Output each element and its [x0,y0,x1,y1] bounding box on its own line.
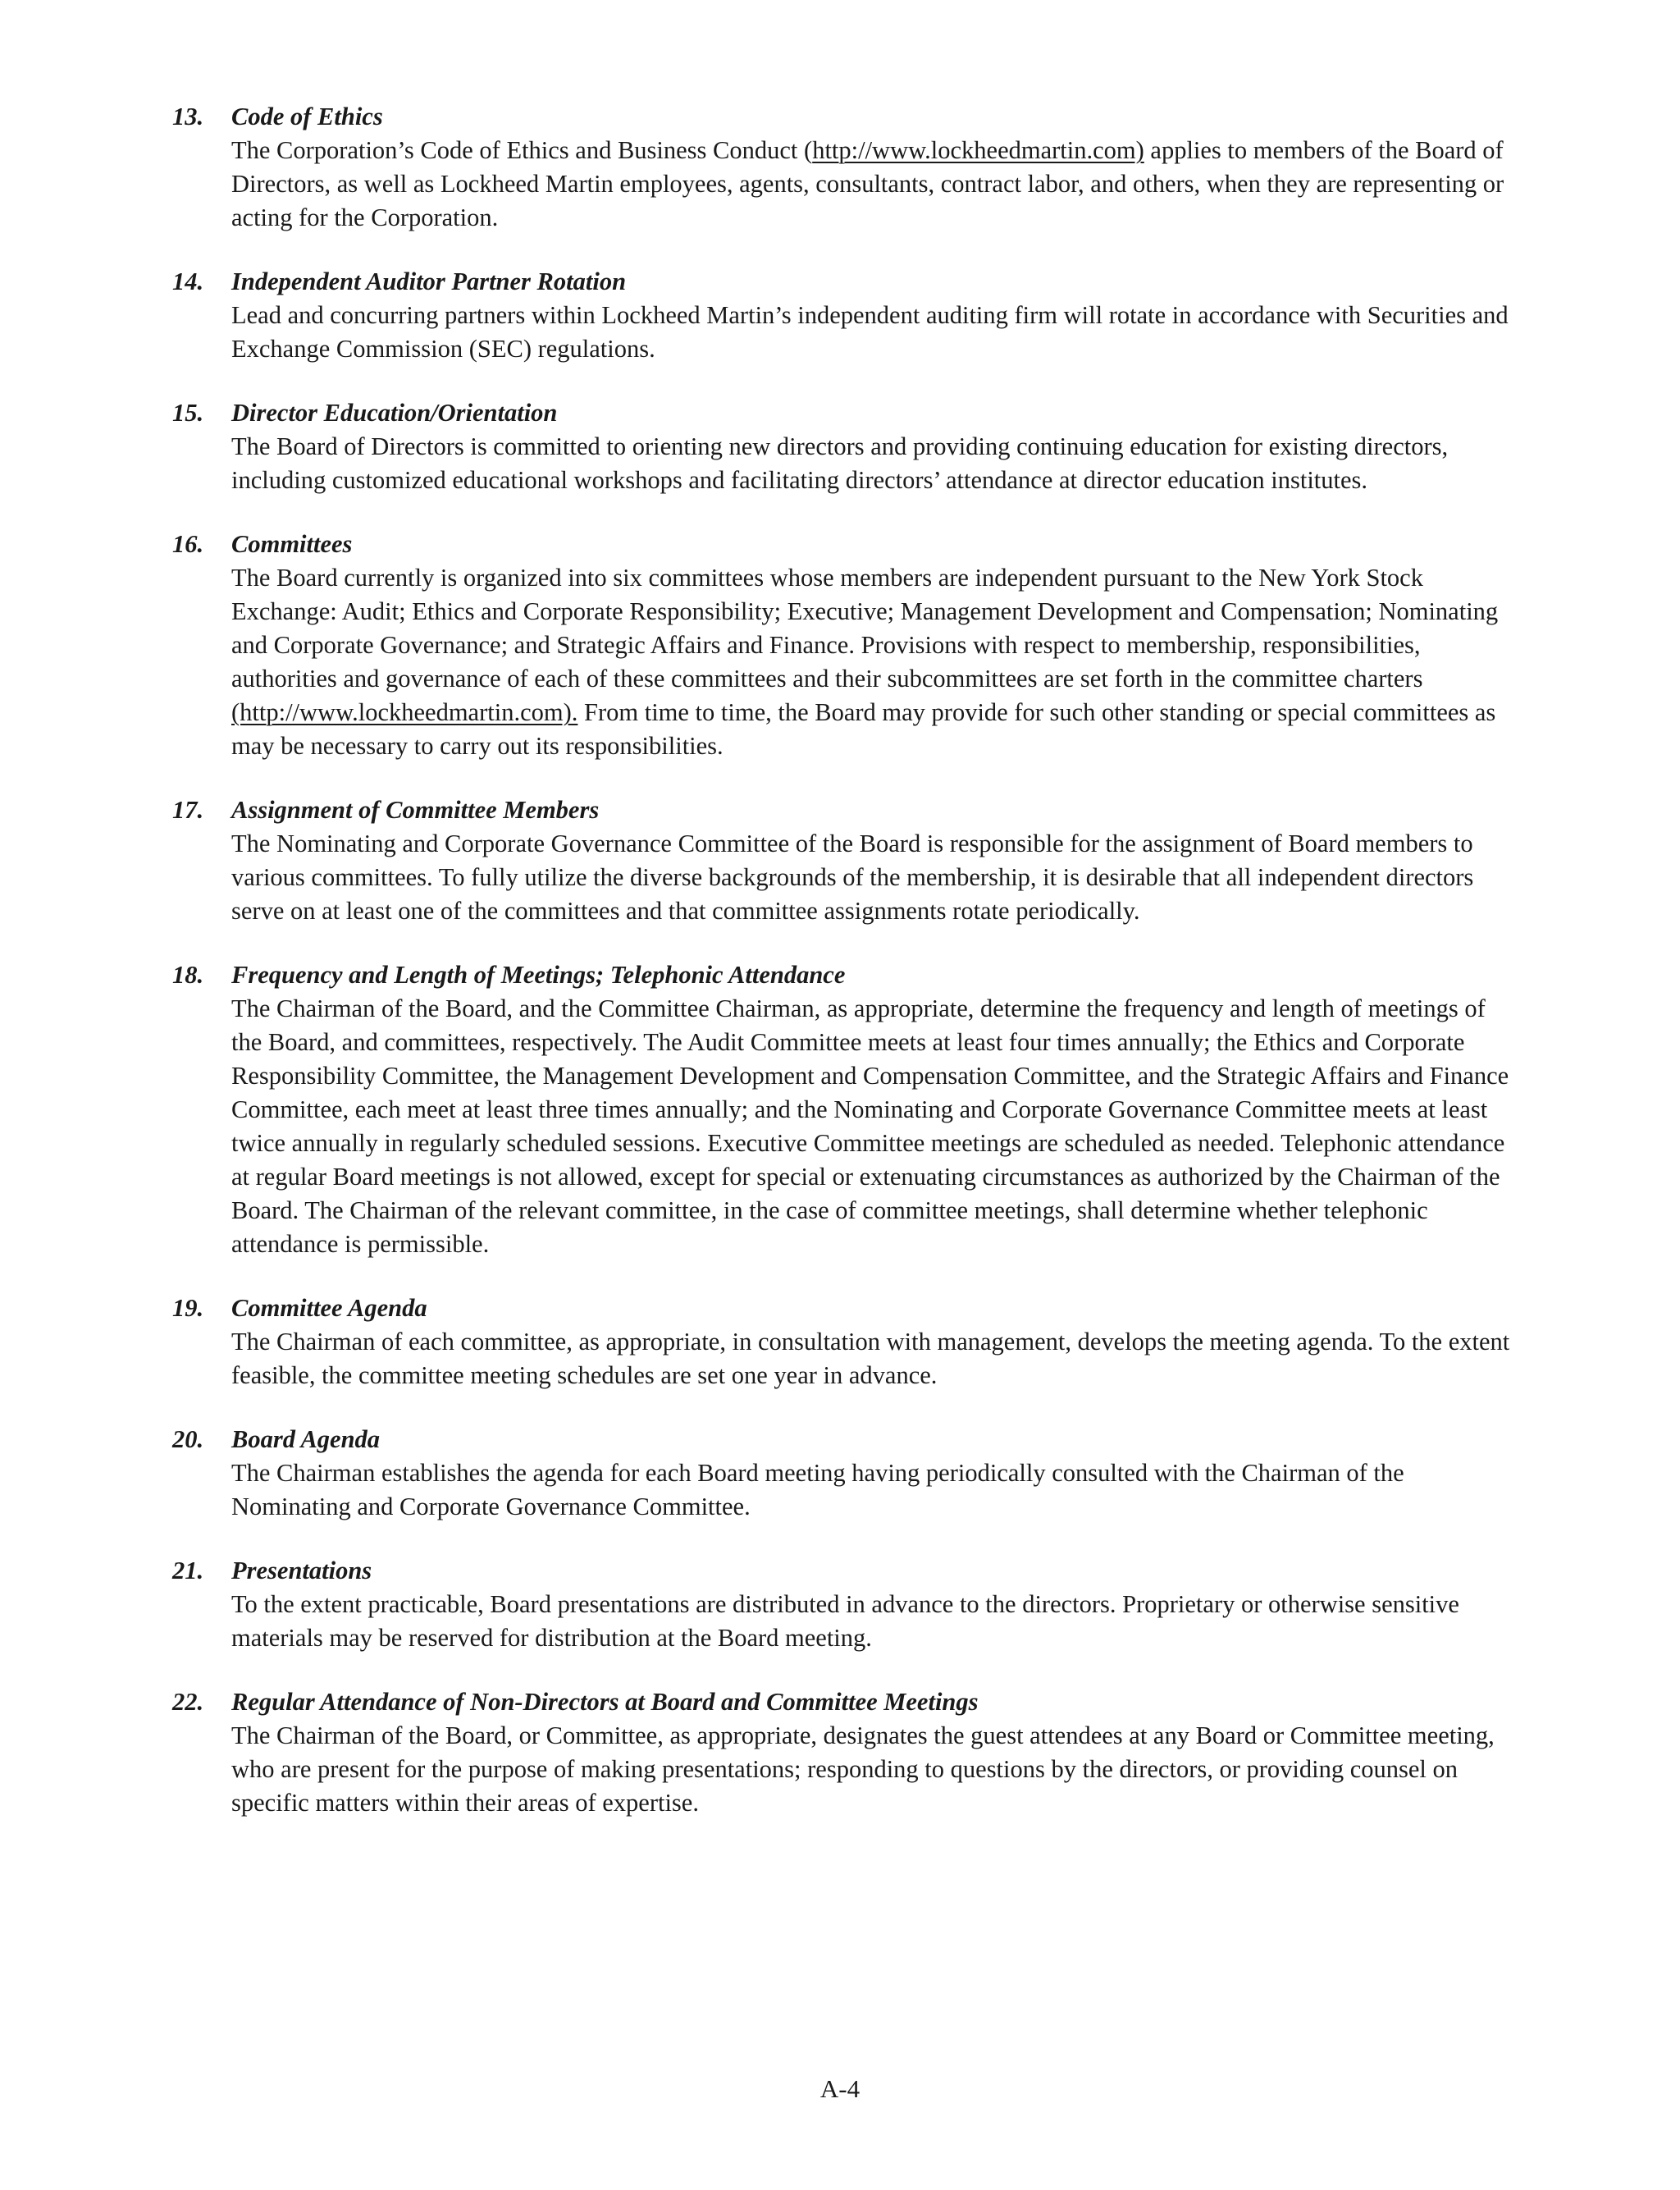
section-body [231,134,1518,235]
section-committee-agenda [172,1292,1518,1392]
section-presentations [172,1554,1518,1655]
section-code-of-ethics [172,100,1518,235]
section-number: 19. [172,1294,204,1322]
section-number: 21. [172,1557,204,1584]
section-body: The Chairman of the Board, and the Committee Chairman, as appropriate, determine the frequency and length of meetings of the Board, and committees, respectively. The Audit Committee meets at least four times annually; the Ethics and Corporate Responsibility Committee, the Management Development and Compensation Committee, and the Strategic Affairs and Finance Committee, each meet at least three times annually; and the Nominating and Corporate Governance Committee meets at least twice annually in regularly scheduled sessions. Executive Committee meetings are scheduled as needed. Telephonic attendance at regular Board meetings is not allowed, except for special or extenuating circumstances as authorized by the Chairman of the Board. The Chairman of the relevant committee, in the case of committee meetings, shall determine whether telephonic attendance is permissible. [231,994,1509,1258]
section-body-text: applies to members of the Board of Directors, as well as Lockheed Martin employees, agents, consultants, contract labor, and others, when they are representing or acting for the Corporation. [231,136,1504,231]
section-title: Board Agenda [231,1425,381,1453]
section-non-director-attendance [172,1685,1518,1820]
section-title: Director Education/Orientation [231,399,558,427]
section-number: 14. [172,267,204,295]
section-body: Lead and concurring partners within Lockheed Martin’s independent auditing firm will rotate in accordance with Securities and Exchange Commission (SEC) regulations. [231,301,1509,363]
section-title: Frequency and Length of Meetings; Telephonic Attendance [231,961,846,989]
ethics-link[interactable]: http://www.lockheedmartin.com) [812,136,1144,164]
section-body-text: From time to time, the Board may provide for such other standing or special committees as may be necessary to carry out its responsibilities. [231,698,1496,760]
section-body-text: The Board currently is organized into six committees whose members are independent pursuant to the New York Stock Exchange: Audit; Ethics and Corporate Responsibility; Executive; Management Development and Compensation; Nominating and Corporate Governance; and Strategic Affairs and Finance. Provisions with respect to membership, responsibilities, authorities and governance of each of these committees and their subcommittees are set forth in the committee charters [231,564,1499,693]
section-body-text: The Corporation’s Code of Ethics and Business Conduct ( [231,136,813,164]
section-number: 13. [172,103,204,130]
section-title: Code of Ethics [231,103,383,130]
section-committees [172,528,1518,763]
section-title: Regular Attendance of Non-Directors at Board and Committee Meetings [231,1688,979,1716]
section-body [231,561,1518,763]
section-number: 20. [172,1425,204,1453]
section-number: 16. [172,530,204,558]
section-director-education [172,396,1518,497]
section-body: The Board of Directors is committed to orienting new directors and providing continuing education for existing directors, including customized educational workshops and facilitating directors’ attendance at director education institutes. [231,432,1449,494]
section-number: 18. [172,961,204,989]
section-title: Presentations [231,1557,372,1584]
section-title: Assignment of Committee Members [231,796,600,824]
section-body: The Chairman of the Board, or Committee, as appropriate, designates the guest attendees at any Board or Committee meeting, who are present for the purpose of making presentations; responding to questions by the directors, or providing counsel on specific matters within their areas of expertise. [231,1721,1495,1817]
section-title: Independent Auditor Partner Rotation [231,267,627,295]
section-meeting-frequency [172,958,1518,1261]
section-number: 15. [172,399,204,427]
section-auditor-rotation [172,265,1518,366]
page-number: A-4 [819,2074,861,2103]
section-committee-assignment [172,793,1518,928]
charters-link[interactable]: (http://www.lockheedmartin.com). [231,698,578,726]
section-number: 17. [172,796,204,824]
section-title: Committees [231,530,353,558]
section-body: The Nominating and Corporate Governance Committee of the Board is responsible for the assignment of Board members to various committees. To fully utilize the diverse backgrounds of the membership, it is desirable that all independent directors serve on at least one of the committees and that committee assignments rotate periodically. [231,830,1474,925]
section-title: Committee Agenda [231,1294,427,1322]
section-list [172,100,1518,1850]
section-body: The Chairman establishes the agenda for each Board meeting having periodically consulted with the Chairman of the Nominating and Corporate Governance Committee. [231,1459,1404,1520]
section-board-agenda [172,1423,1518,1524]
section-number: 22. [172,1688,204,1716]
section-body: The Chairman of each committee, as appropriate, in consultation with management, develops the meeting agenda. To the extent feasible, the committee meeting schedules are set one year in advance. [231,1328,1510,1389]
section-body: To the extent practicable, Board presentations are distributed in advance to the directors. Proprietary or otherwise sensitive materials may be reserved for distribution at the Board meeting. [231,1590,1459,1652]
